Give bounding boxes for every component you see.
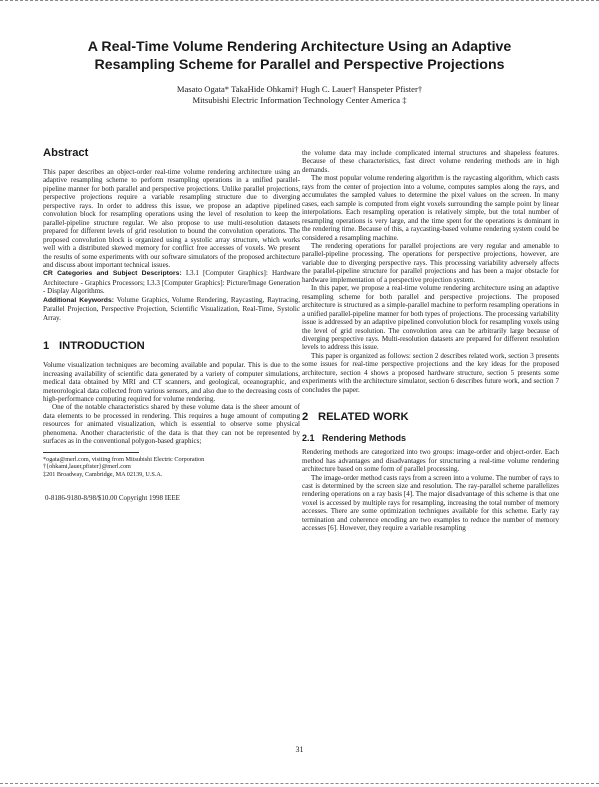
footnote-1: *ogata@merl.com, visiting from Mitsubishi Electric Corporation bbox=[43, 455, 205, 463]
cr-categories bbox=[43, 269, 300, 295]
intro-paragraph-1: Volume visualization techniques are becoming available and popular. This is due to the increasing availability of scientific data generated by a variety of computer simulations, medical data obtained by MRI and CT scanners, and geological, oceanographic, and meteorological data collected from various sensors, and also due to the decreasing costs of high-performance computing required for volume rendering. bbox=[43, 361, 300, 403]
scan-edge-top bbox=[0, 0, 599, 3]
section-1-heading bbox=[43, 339, 300, 353]
abstract-heading: Abstract bbox=[43, 147, 89, 159]
footnote-3: ‡201 Broadway, Cambridge, MA 02139, U.S.A. bbox=[43, 470, 163, 478]
right-paragraph-5: This paper is organized as follows: section 2 describes related work, section 3 presents some issues for real-time perspective projections and the key ideas for the proposed architecture, section 4 shows a proposed hardware structure, section 5 presents some experiments with the architecture simulator, section 6 describes future work, and section 7 concludes the paper. bbox=[302, 351, 559, 394]
right-paragraph-1: the volume data may include complicated internal structures and shapeless features. Because of these characteristics, fast direct volume rendering methods are in high demands. bbox=[302, 149, 559, 174]
page-number: 31 bbox=[295, 745, 304, 754]
footnote-rule bbox=[43, 452, 139, 453]
section-number: 1 bbox=[43, 340, 50, 353]
keywords-text: Volume Graphics, Volume Rendering, Raycasting, Raytracing, Parallel Projection, Perspective Projection, Scientific Visualization, Real-Time, Systolic Array. bbox=[43, 295, 300, 322]
subsection-2-1-heading bbox=[302, 432, 559, 444]
cr-text: I.3.1 [Computer Graphics]: Hardware Architecture - Graphics Processors; I.3.3 [Computer Graphics]: Picture/Image Generation - Display Algorithms. bbox=[43, 269, 301, 296]
section-2-heading bbox=[302, 410, 559, 424]
right-paragraph-4: In this paper, we propose a real-time volume rendering architecture using an adaptive resampling scheme for both parallel and perspective projections. The proposed architecture is structured as a simple-parallel machine to perform resampling operations in a unified parallel-pipeline manner for both types of projections. The processing variability issue is addressed by an adaptive pipelined convolution block for resampling voxels using the level of grid resolution. The convolution area can be arbitrarily large because of diverging perspective rays. Multi-resolution datasets are prepared for different resolution levels to address this issue. bbox=[302, 284, 559, 352]
scan-edge-bottom bbox=[0, 783, 599, 786]
section-title: INTRODUCTION bbox=[59, 340, 145, 353]
related-work-paragraph-2: The image-order method casts rays from a screen into a volume. The number of rays to cast is determined by the screen size and resolution. The ray-parallel scheme parallelizes rendering operations on a ray basis [4]. The major disadvantage of this scheme is that one voxel is accessed by multiple rays for resampling, increasing the total number of memory accesses. There are some optimization techniques available for this scheme. Early ray termination and coherence encoding are two examples to reduce the number of memory accesses [6]. However, they require a variable resampling bbox=[302, 473, 559, 533]
subsection-title: Rendering Methods bbox=[322, 433, 407, 444]
copyright-notice: 0-8186-9180-8/98/$10.00 Copyright 1998 IEEE bbox=[45, 494, 180, 503]
cr-label: CR Categories and Subject Descriptors: bbox=[43, 270, 182, 278]
abstract-text: This paper describes an object-order real-time volume rendering architecture using an adaptive resampling scheme to perform resampling operations in a unified parallel-pipeline manner for both parallel and perspective projections. Unlike parallel projections, perspective projections require a variable resampling structure due to diverging perspective rays. In order to address this issue, we propose an adaptive pipelined convolution block for resampling operations using the level of resolution to keep the parallel-pipeline structure regular. We also propose to use multi-resolution datasets prepared for different levels of grid resolution to bound the convolution operations. The proposed convolution block is organized using a systolic array structure, which works well with a distributed skewed memory for conflict free accesses of voxels. We present the results of some experiments with our software simulators of the proposed architecture and discuss about important technical issues. bbox=[43, 168, 300, 269]
right-paragraph-3: The rendering operations for parallel projections are very regular and amenable to parallel-pipeline processing. The operations for perspective projections, however, are variable due to diverging perspective rays. This processing variability adversely affects the parallel-pipeline structure for parallel projections and has been a major obstacle for hardware implementation of a perspective projection system. bbox=[302, 241, 559, 284]
footnotes bbox=[43, 452, 300, 479]
keywords bbox=[43, 296, 300, 322]
authors: Masato Ogata* TakaHide Ohkami† Hugh C. Lauer† Hanspeter Pfister† bbox=[176, 84, 423, 94]
title-line-1: A Real-Time Volume Rendering Architecture Using an Adaptive bbox=[87, 39, 512, 55]
subsection-number: 2.1 bbox=[302, 433, 315, 444]
right-paragraph-2: The most popular volume rendering algorithm is the raycasting algorithm, which casts rays from the center of projection into a volume, computes samples along the rays, and accumulates the sampled values to determine the pixel values on the screen. In many cases, each sample is computed from eight voxels surrounding the sample point by linear interpolations. Each resampling operation is relatively simple, but the total number of resampling operations is very large, and the time spent for the operations is dominant in the rendering time. Because of this, a raycasting-based volume rendering system could be considered a resampling machine. bbox=[302, 174, 559, 242]
intro-paragraph-2: One of the notable characteristics shared by these volume data is the sheer amount of data elements to be processed in rendering. This requires a huge amount of computing resources for animated visualization, which is essential to observe some physical phenomena. Another characteristic of the data is that they can not be represented by surfaces as in the conventional polygon-based graphics; bbox=[43, 403, 300, 446]
related-work-paragraph-1: Rendering methods are categorized into two groups: image-order and object-order. Each method has advantages and disadvantages for structuring a real-time volume rendering architecture based on some form of parallel processing. bbox=[302, 448, 559, 474]
footnote-2: †{ohkami,lauer,pfister}@merl.com bbox=[43, 463, 131, 471]
paper-title bbox=[40, 38, 559, 74]
keywords-label: Additional Keywords: bbox=[43, 296, 114, 304]
title-line-2: Resampling Scheme for Parallel and Perspective Projections bbox=[94, 57, 505, 73]
author-block bbox=[40, 84, 559, 106]
section-title: RELATED WORK bbox=[318, 411, 409, 424]
section-number: 2 bbox=[302, 411, 309, 424]
affiliation: Mitsubishi Electric Information Technology Center America ‡ bbox=[192, 95, 407, 105]
left-column bbox=[43, 146, 300, 502]
right-column bbox=[302, 149, 559, 533]
